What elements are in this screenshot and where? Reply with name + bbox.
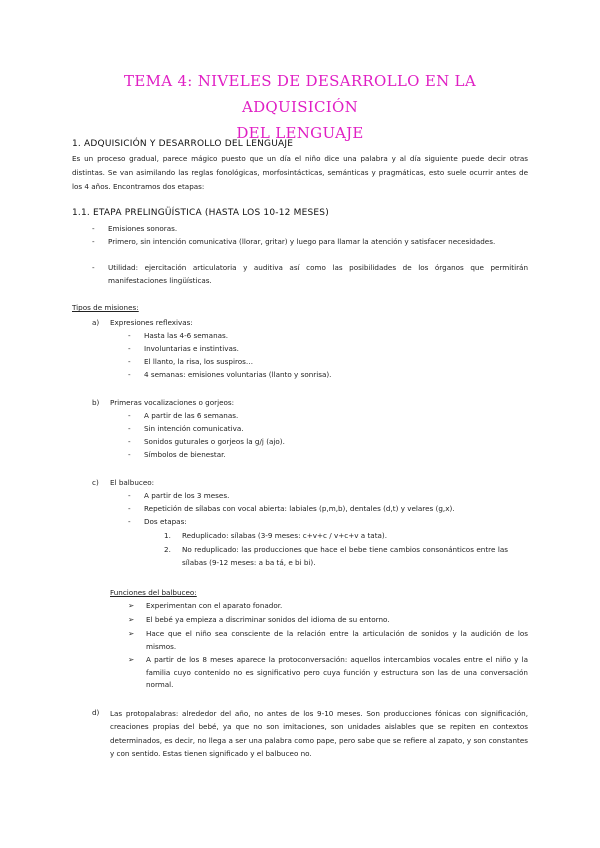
stage-non-reduplicated: No reduplicado: las producciones que hace el bebe tiene cambios consonánticos entre las sílabas (9-12 meses: a ba tá, e bi bi).: [182, 545, 508, 567]
bullet-dash: -: [128, 331, 131, 340]
bullet-dash: -: [128, 517, 131, 526]
bullet-dash: -: [92, 263, 95, 272]
bullet-dash: -: [128, 491, 131, 500]
protowords-paragraph: Las protopalabras: alrededor del año, no antes de los 9-10 meses. Son producciones fónicas con significación, creaciones propias del bebé, ya que no son imitaciones, son unidades aislables que se repiten en contextos determinados, es decir, no llega a ser una palabra como pape, pero sabe que se refiere al zapato, y son constantes y con sentido. Estas tienen significado y el balbuceo no.: [110, 709, 528, 759]
page-title: [70, 68, 530, 146]
vocalization-item-2: Sin intención comunicativa.: [144, 424, 244, 433]
bullet-dash: -: [92, 237, 95, 246]
prelinguistic-bullet-2: Primero, sin intención comunicativa (llorar, gritar) y luego para llamar la atención y satisfacer necesidades.: [108, 237, 496, 246]
function-item-4: A partir de los 8 meses aparece la protoconversación: aquellos intercambios vocales entre el niño y la familia cuyo contenido no es significativo pero cuya función y estructura son las de una conversación normal.: [146, 655, 528, 690]
vocalization-item-1: A partir de las 6 semanas.: [144, 411, 239, 420]
function-item-3: Hace que el niño sea consciente de la relación entre la articulación de sonidos y la audición de los mismos.: [146, 629, 528, 651]
babbling-item-1: A partir de los 3 meses.: [144, 491, 230, 500]
prelinguistic-bullet-3: Utilidad: ejercitación articulatoria y auditiva así como las posibilidades de los órganos que permitirán manifestaciones lingüísticas.: [108, 263, 528, 285]
bullet-dash: -: [128, 504, 131, 513]
bullet-dash: -: [128, 424, 131, 433]
arrow-bullet-icon: ➢: [128, 655, 135, 664]
function-item-1: Experimentan con el aparato fonador.: [146, 601, 283, 610]
stage-number-1: 1.: [164, 531, 171, 540]
stage-reduplicated: Reduplicado: sílabas (3-9 meses: c+v+c / v+c+v a tata).: [182, 531, 388, 540]
reflex-item-1: Hasta las 4-6 semanas.: [144, 331, 229, 340]
list-marker-d: d): [92, 708, 100, 717]
prelinguistic-bullet-1: Emisiones sonoras.: [108, 224, 178, 233]
arrow-bullet-icon: ➢: [128, 615, 135, 624]
list-marker-c: c): [92, 478, 99, 487]
title-line-2: DEL LENGUAJE: [236, 124, 364, 142]
bullet-dash: -: [128, 357, 131, 366]
title-line-1: TEMA 4: NIVELES DE DESARROLLO EN LA ADQUISICIÓN: [124, 72, 476, 116]
babbling-functions-heading: Funciones del balbuceo:: [110, 588, 197, 597]
list-marker-b: b): [92, 398, 100, 407]
reflex-expressions-label: Expresiones reflexivas:: [110, 318, 193, 327]
types-heading: Tipos de misiones:: [72, 303, 139, 312]
babbling-item-3: Dos etapas:: [144, 517, 187, 526]
stage-number-2: 2.: [164, 545, 171, 554]
bullet-dash: -: [128, 450, 131, 459]
vocalization-item-4: Símbolos de bienestar.: [144, 450, 226, 459]
reflex-item-2: Involuntarias e instintivas.: [144, 344, 239, 353]
bullet-dash: -: [92, 224, 95, 233]
list-marker-a: a): [92, 318, 100, 327]
reflex-item-4: 4 semanas: emisiones voluntarias (llanto y sonrisa).: [144, 370, 332, 379]
bullet-dash: -: [128, 411, 131, 420]
bullet-dash: -: [128, 344, 131, 353]
function-item-2: El bebé ya empieza a discriminar sonidos del idioma de su entorno.: [146, 615, 390, 624]
section-1-heading: 1. ADQUISICIÓN Y DESARROLLO DEL LENGUAJE: [72, 139, 294, 149]
section-1-paragraph: Es un proceso gradual, parece mágico puesto que un día el niño dice una palabra y al día siguiente puede decir otras distintas. Se van asimilando las reglas fonológicas, morfosintácticas, semánticas y pragmáticas, esto suele ocurrir antes de los 4 años. Encontramos dos etapas:: [72, 154, 528, 191]
reflex-item-3: El llanto, la risa, los suspiros…: [144, 357, 254, 366]
arrow-bullet-icon: ➢: [128, 601, 135, 610]
section-1-1-heading: 1.1. ETAPA PRELINGÜÍSTICA (HASTA LOS 10-12 MESES): [72, 208, 329, 218]
vocalization-item-3: Sonidos guturales o gorjeos la g/j (ajo).: [144, 437, 285, 446]
babbling-item-2: Repetición de sílabas con vocal abierta: labiales (p,m,b), dentales (d,t) y velares (g,x).: [144, 504, 455, 513]
vocalizations-label: Primeras vocalizaciones o gorjeos:: [110, 398, 235, 407]
bullet-dash: -: [128, 437, 131, 446]
arrow-bullet-icon: ➢: [128, 629, 135, 638]
bullet-dash: -: [128, 370, 131, 379]
babbling-label: El balbuceo:: [110, 478, 155, 487]
